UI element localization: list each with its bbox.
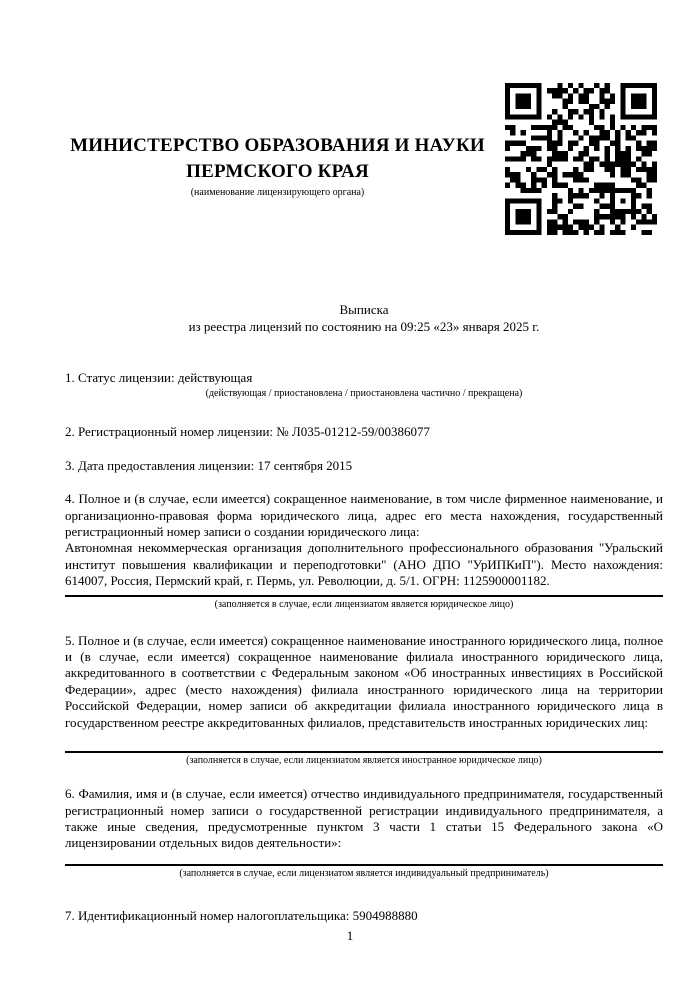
license-date-text: 3. Дата предоставления лицензии: 17 сентября 2015 [65,457,353,473]
qr-code [505,83,657,235]
individual-entrepreneur-caption: (заполняется в случае, если лицензиатом является индивидуальный предприниматель) [179,867,549,879]
individual-entrepreneur-rule [65,864,663,866]
section-foreign-entity [65,633,663,767]
section-registration-number [65,424,663,440]
section-license-status [65,370,663,400]
license-status-text: 1. Статус лицензии: действующая [65,370,253,385]
ministry-name-line1: МИНИСТЕРСТВО ОБРАЗОВАНИЯ И НАУКИ [70,135,485,156]
section-legal-entity [65,491,663,610]
legal-entity-caption: (заполняется в случае, если лицензиатом является юридическое лицо) [214,598,514,610]
taxpayer-number-text: 7. Идентификационный номер налогоплательщика: 5904988880 [65,907,418,923]
licensing-authority-header [65,133,490,199]
ministry-name-line2: ПЕРМСКОГО КРАЯ [186,161,369,182]
section-license-date [65,458,663,474]
individual-entrepreneur-text: 6. Фамилия, имя и (в случае, если имеется) отчество индивидуального предпринимателя, государственный регистрационный номер записи о государственной регистрации индивидуального предпринимателя, а также иные сведения, предусмотренные пунктом 3 части 1 статьи 15 Федерального закона «О лицензировании отдельных видов деятельности»: [65,786,663,851]
section-taxpayer-number [65,908,663,924]
extract-title-line2: из реестра лицензий по состоянию на 09:25 «23» января 2025 г. [188,319,540,334]
registration-number-text: 2. Регистрационный номер лицензии: № Л035-01212-59/00386077 [65,424,431,440]
extract-title-line1: Выписка [339,302,389,317]
foreign-entity-rule [65,751,663,753]
page-number: 1 [346,928,354,943]
foreign-entity-text: 5. Полное и (в случае, если имеется) сокращенное наименование иностранного юридического лица, полное и (в случае, если имеется) сокращенное наименование филиала иностранного юридического лица, аккредитованного в соответствии с Федеральным законом «Об иностранных инвестициях в Российской Федерации», адрес (место нахождения) филиала иностранного юридического лица на территории Российской Федерации, номер записи об аккредитации филиала иностранного юридического лица в государственном реестре аккредитованных филиалов, представительств иностранных юридических лиц: [65,632,663,730]
ministry-caption: (наименование лицензирующего органа) [190,187,365,198]
legal-entity-rule [65,595,663,597]
legal-entity-value: Автономная некоммерческая организация дополнительного профессионального образования "Уральский институт повышения квалификации и переподготовки" (АНО ДПО "УрИПКиП"). Место нахождения: 614007, Россия, Пермский край, г. Пермь, ул. Революции, д. 5/1. ОГРН: 1125900001182. [65,540,663,589]
section-individual-entrepreneur [65,786,663,880]
legal-entity-text: 4. Полное и (в случае, если имеется) сокращенное наименование, в том числе фирменное наименование, и организационно-правовая форма юридического лица, адрес его места нахождения, государственный регистрационный номер записи о создании юридического лица: [65,491,663,540]
license-status-caption: (действующая / приостановлена / приостановлена частично / прекращена) [205,388,523,400]
foreign-entity-caption: (заполняется в случае, если лицензиатом является иностранное юридическое лицо) [186,755,542,767]
extract-title [65,301,663,335]
